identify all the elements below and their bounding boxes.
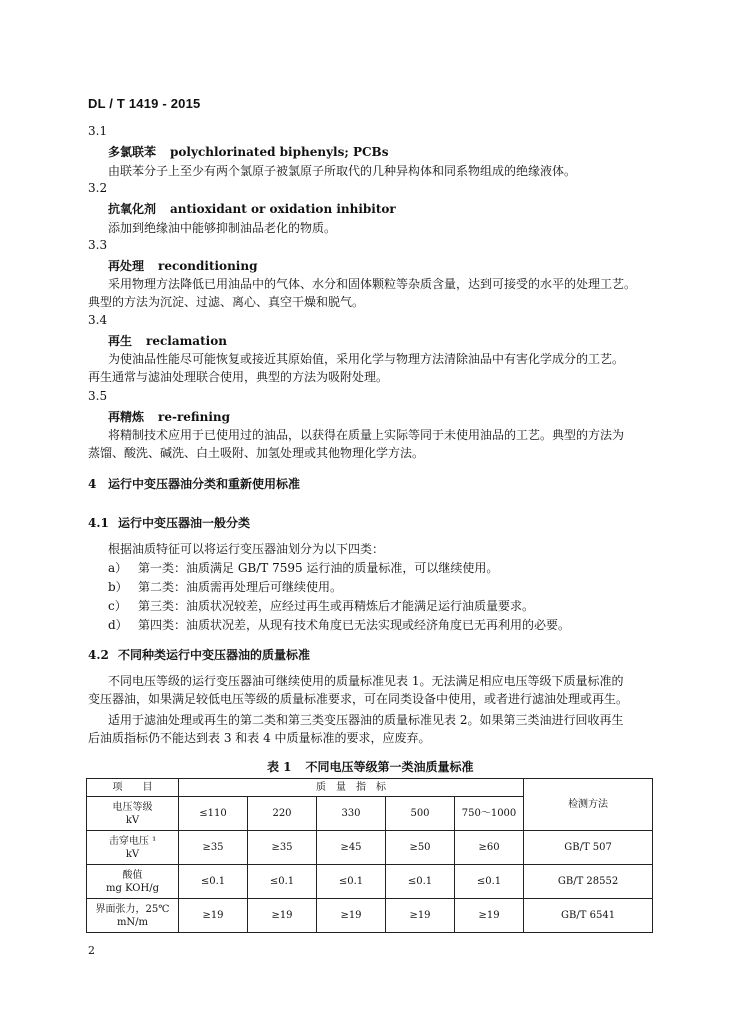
value-cell: ≥60 <box>455 831 524 865</box>
paragraph: 不同电压等级的运行变压器油可继续使用的质量标准见表 1。无法满足相应电压等级下质量标准的 <box>108 674 624 688</box>
term-en: reconditioning <box>158 259 258 273</box>
paragraph: 适用于滤油处理或再生的第二类和第三类变压器油的质量标准见表 2。如果第三类油进行回收再生 <box>108 713 624 727</box>
value-cell: ≥35 <box>248 831 317 865</box>
voltage-cell: 500 <box>386 797 455 831</box>
list-text: 第四类：油质状况差，从现有技术角度已无法实现或经济角度已无再利用的必要。 <box>138 618 571 632</box>
voltage-cell: 330 <box>317 797 386 831</box>
value-cell: ≥19 <box>455 899 524 933</box>
value-cell: ≤0.1 <box>455 865 524 899</box>
value-cell: ≥19 <box>248 899 317 933</box>
subsection-heading <box>88 514 250 531</box>
term-definition: 将精制技术应用于已使用过的油品，以获得在质量上实际等同于未使用油品的工艺。典型的方法为 <box>108 428 625 442</box>
section-title: 运行中变压器油分类和重新使用标准 <box>108 477 301 491</box>
quality-standard-table <box>86 778 653 933</box>
method-cell: GB/T 507 <box>524 831 653 865</box>
term-en: reclamation <box>146 334 227 348</box>
table-header-row <box>87 779 653 797</box>
row-label-cell <box>87 899 179 933</box>
voltage-cell: ≤110 <box>179 797 248 831</box>
term-en: re-refining <box>158 410 231 424</box>
list-text: 第二类：油质需再处理后可继续使用。 <box>138 580 343 594</box>
voltage-unit: kV <box>125 814 140 826</box>
table-number: 表 1 <box>267 760 292 774</box>
clause-number: 3.3 <box>88 238 108 252</box>
table-row <box>87 899 653 933</box>
term-definition-cont: 典型的方法为沉淀、过滤、离心、真空干燥和脱气。 <box>88 295 365 309</box>
term-zh: 再生 <box>108 334 133 348</box>
table-row <box>87 865 653 899</box>
value-cell: ≤0.1 <box>317 865 386 899</box>
clause-number: 3.1 <box>88 124 108 138</box>
list-marker: a） <box>108 561 128 575</box>
term-en: antioxidant or oxidation inhibitor <box>170 202 396 216</box>
list-text: 第一类：油质满足 GB/T 7595 运行油的质量标准，可以继续使用。 <box>138 561 499 575</box>
list-text: 第三类：油质状况较差，应经过再生或再精炼后才能满足运行油质量要求。 <box>138 599 535 613</box>
row-label-cell <box>87 865 179 899</box>
term-heading <box>108 257 257 274</box>
table-title: 不同电压等级第一类油质量标准 <box>305 760 474 774</box>
value-cell: ≤0.1 <box>386 865 455 899</box>
header-quality-index: 质 量 指 标 <box>179 779 524 797</box>
row-label: 界面张力，25℃ <box>95 903 170 915</box>
value-cell: ≥50 <box>386 831 455 865</box>
table-caption <box>267 758 474 775</box>
term-definition: 为使油品性能尽可能恢复或接近其原始值，采用化学与物理方法清除油品中有害化学成分的工艺。 <box>108 352 625 366</box>
list-item <box>108 597 534 614</box>
term-heading <box>108 200 396 217</box>
clause-number: 3.4 <box>88 313 108 327</box>
subsection-title: 运行中变压器油一般分类 <box>118 516 251 530</box>
voltage-label: 电压等级 <box>112 801 153 813</box>
row-label: 酸值 <box>122 869 143 881</box>
row-unit: kV <box>125 848 140 860</box>
list-item <box>108 578 342 595</box>
term-zh: 再处理 <box>108 259 145 273</box>
row-label-cell <box>87 831 179 865</box>
voltage-cell: 750～1000 <box>455 797 524 831</box>
list-marker: d） <box>108 618 128 632</box>
term-heading <box>108 408 230 425</box>
method-cell: GB/T 6541 <box>524 899 653 933</box>
clause-number: 3.5 <box>88 389 108 403</box>
term-definition-cont: 蒸馏、酸洗、碱洗、白土吸附、加氢处理或其他物理化学方法。 <box>88 446 425 460</box>
header-test-method: 检测方法 <box>524 779 653 831</box>
list-marker: b） <box>108 580 128 594</box>
paragraph-cont: 变压器油，如果满足较低电压等级的质量标准要求，可在同类设备中使用，或者进行滤油处理或再生。 <box>88 692 629 706</box>
list-item <box>108 559 498 576</box>
list-marker: c） <box>108 599 127 613</box>
subsection-number: 4.2 <box>88 648 109 662</box>
row-unit: mN/m <box>116 916 149 928</box>
row-label: 击穿电压 ¹ <box>108 835 157 847</box>
value-cell: ≥19 <box>386 899 455 933</box>
term-definition-cont: 再生通常与滤油处理联合使用，典型的方法为吸附处理。 <box>88 370 389 384</box>
term-heading <box>108 332 227 349</box>
value-cell: ≥35 <box>179 831 248 865</box>
term-definition: 由联苯分子上至少有两个氯原子被氯原子所取代的几种异构体和同系物组成的绝缘液体。 <box>108 164 577 178</box>
value-cell: ≥19 <box>179 899 248 933</box>
value-cell: ≥45 <box>317 831 386 865</box>
term-zh: 再精炼 <box>108 410 145 424</box>
list-item <box>108 616 570 633</box>
method-cell: GB/T 28552 <box>524 865 653 899</box>
term-definition: 采用物理方法降低已用油品中的气体、水分和固体颗粒等杂质含量，达到可接受的水平的处理工艺。 <box>108 277 637 291</box>
paragraph-cont: 后油质指标仍不能达到表 3 和表 4 中质量标准的要求，应废弃。 <box>88 731 431 745</box>
row-unit: mg KOH/g <box>106 882 159 894</box>
value-cell: ≥19 <box>317 899 386 933</box>
page-number: 2 <box>88 944 95 957</box>
header-item: 项 目 <box>87 779 179 797</box>
section-number: 4 <box>88 477 97 491</box>
term-zh: 多氯联苯 <box>108 145 157 159</box>
table-row <box>87 831 653 865</box>
paragraph: 根据油质特征可以将运行变压器油划分为以下四类： <box>108 542 385 556</box>
subsection-heading <box>88 646 310 663</box>
subsection-title: 不同种类运行中变压器油的质量标准 <box>118 648 311 662</box>
value-cell: ≤0.1 <box>179 865 248 899</box>
subsection-number: 4.1 <box>88 516 109 530</box>
term-en: polychlorinated biphenyls; PCBs <box>170 145 389 159</box>
section-heading <box>88 475 300 492</box>
standard-code-header: DL / T 1419 - 2015 <box>88 96 201 111</box>
term-zh: 抗氧化剂 <box>108 202 157 216</box>
voltage-label-cell <box>87 797 179 831</box>
voltage-cell: 220 <box>248 797 317 831</box>
clause-number: 3.2 <box>88 181 108 195</box>
term-heading <box>108 143 388 160</box>
term-definition: 添加到绝缘油中能够抑制油品老化的物质。 <box>108 221 337 235</box>
value-cell: ≤0.1 <box>248 865 317 899</box>
